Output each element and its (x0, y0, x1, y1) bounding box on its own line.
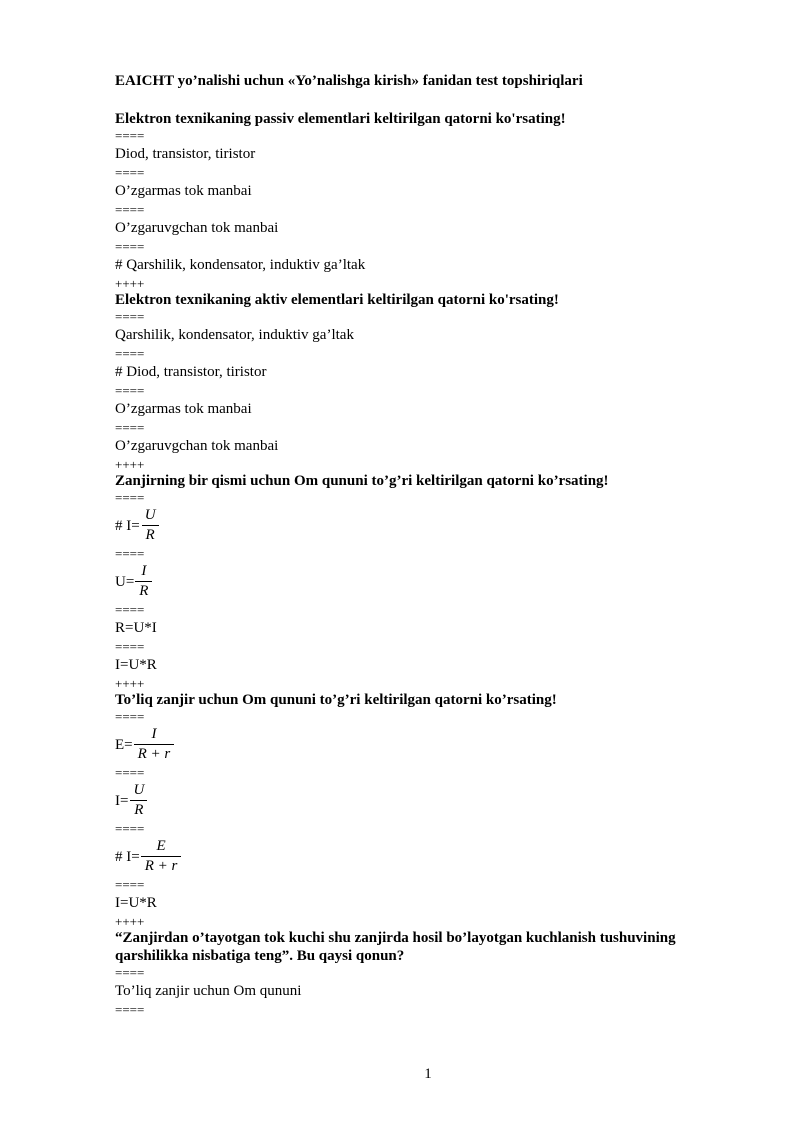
fraction (141, 837, 182, 876)
answer-option-formula (115, 724, 735, 765)
fraction (135, 562, 152, 601)
answer-option: O’zgaruvgchan tok manbai (115, 438, 279, 454)
fraction-numerator: U (133, 782, 145, 798)
answer-option: O’zgarmas tok manbai (115, 401, 252, 417)
separator: ==== (115, 821, 145, 836)
question-text: Elektron texnikaning aktiv elementlari keltirilgan qatorni ko'rsating! (115, 292, 559, 308)
document-page (115, 72, 735, 1017)
separator: ==== (115, 546, 145, 561)
answer-option-formula (115, 505, 735, 546)
separator: ++++ (115, 457, 145, 472)
separator: ==== (115, 965, 145, 980)
question-text: Zanjirning bir qismi uchun Om qununi to’g’ri keltirilgan qatorni ko’rsating! (115, 473, 609, 489)
separator: ++++ (115, 676, 145, 691)
formula-lhs: I= (115, 792, 129, 809)
fraction (141, 506, 160, 545)
answer-option: Diod, transistor, tiristor (115, 146, 256, 162)
separator: ==== (115, 639, 145, 654)
answer-option: Qarshilik, kondensator, induktiv ga’ltak (115, 327, 354, 343)
fraction-numerator: U (144, 507, 156, 523)
separator: ==== (115, 165, 145, 180)
answer-option: R=U*I (115, 620, 157, 636)
separator: ==== (115, 490, 145, 505)
answer-option: I=U*R (115, 895, 157, 911)
formula-lhs: U= (115, 573, 135, 590)
separator: ==== (115, 128, 145, 143)
answer-option: To’liq zanjir uchun Om qununi (115, 983, 302, 999)
separator: ==== (115, 765, 145, 780)
fraction (134, 725, 175, 764)
answer-option-formula (115, 836, 735, 877)
separator: ==== (115, 602, 145, 617)
formula-lhs: # I= (115, 848, 140, 865)
separator: ==== (115, 877, 145, 892)
document-title: EAICHT yo’nalishi uchun «Yo’nalishga kirish» fanidan test topshiriqlari (115, 73, 583, 89)
answer-option-formula (115, 561, 735, 602)
separator: ==== (115, 383, 145, 398)
fraction-denominator: R + r (141, 856, 182, 876)
formula-lhs: E= (115, 736, 133, 753)
separator: ==== (115, 202, 145, 217)
fraction-numerator: I (151, 726, 157, 742)
question-text: To’liq zanjir uchun Om qununi to’g’ri keltirilgan qatorni ko’rsating! (115, 692, 557, 708)
separator: ==== (115, 309, 145, 324)
fraction-denominator: R (135, 581, 152, 601)
answer-option-formula (115, 780, 735, 821)
question-text: “Zanjirdan o’tayotgan tok kuchi shu zanjirda hosil bo’layotgan kuchlanish tushuvining qarshilikka nisbatiga teng”. Bu qaysi qonun? (115, 930, 676, 964)
fraction-denominator: R (130, 800, 147, 820)
answer-option: I=U*R (115, 657, 157, 673)
separator: ==== (115, 420, 145, 435)
answer-option: O’zgarmas tok manbai (115, 183, 252, 199)
page-number: 1 (424, 1066, 432, 1082)
answer-option: # Qarshilik, kondensator, induktiv ga’ltak (115, 257, 366, 273)
fraction-numerator: E (156, 838, 166, 854)
question-text: Elektron texnikaning passiv elementlari keltirilgan qatorni ko'rsating! (115, 111, 566, 127)
fraction-denominator: R + r (134, 744, 175, 764)
answer-option: O’zgaruvgchan tok manbai (115, 220, 279, 236)
fraction (129, 781, 148, 820)
answer-option: # Diod, transistor, tiristor (115, 364, 267, 380)
formula-lhs: # I= (115, 517, 140, 534)
fraction-denominator: R (142, 525, 159, 545)
separator: ==== (115, 1002, 145, 1017)
separator: ++++ (115, 914, 145, 929)
question-list (115, 110, 735, 1017)
fraction-numerator: I (141, 563, 147, 579)
separator: ==== (115, 346, 145, 361)
separator: ++++ (115, 276, 145, 291)
separator: ==== (115, 709, 145, 724)
separator: ==== (115, 239, 145, 254)
